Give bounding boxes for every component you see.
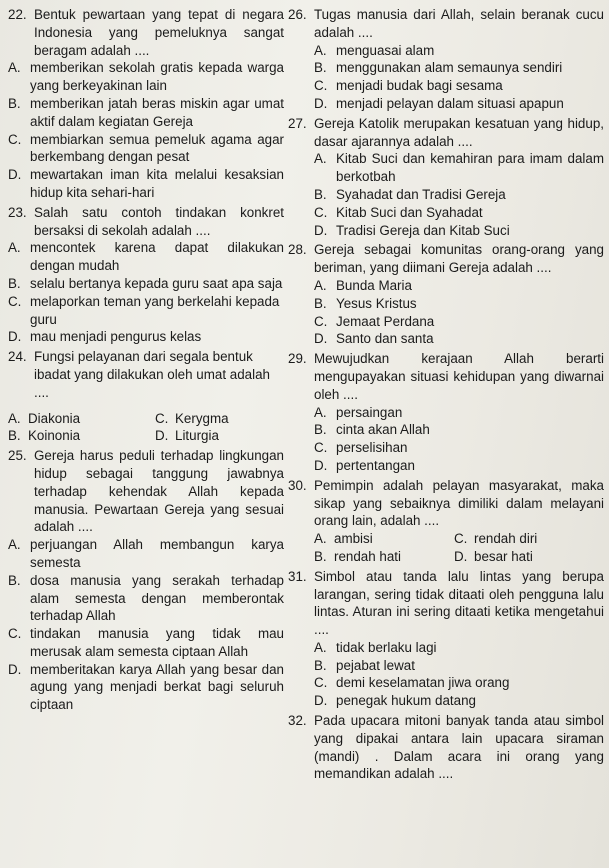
option-letter: C. — [155, 410, 169, 426]
question-31 — [288, 568, 604, 710]
option-text: menjadi pelayan dalam situasi apapun — [336, 95, 564, 111]
option-text: Syahadat dan Tradisi Gereja — [336, 186, 506, 202]
option-letter: B. — [314, 60, 327, 76]
option-text: melaporkan teman yang berkelahi kepada guru — [30, 293, 280, 327]
option-text: besar hati — [474, 548, 533, 564]
option-text: Koinonia — [28, 428, 81, 444]
option-text: menggunakan alam semaunya sendiri — [336, 60, 563, 76]
option-text: Yesus Kristus — [336, 295, 417, 311]
option-letter: B. — [314, 422, 327, 438]
option-letter: C. — [314, 78, 328, 94]
option-letter: C. — [8, 293, 22, 309]
option-text: mencontek karena dapat dilakukan dengan mudah — [30, 240, 284, 274]
option-letter: A. — [8, 410, 21, 426]
option-text: dosa manusia yang serakah terhadap alam semesta dengan memberontak terhadap Allah — [30, 572, 284, 624]
option-text: tindakan manusia yang tidak mau merusak alam semesta ciptaan Allah — [30, 626, 284, 659]
option-letter: A. — [314, 531, 327, 547]
question-30 — [288, 477, 604, 566]
question-number: 24. — [8, 349, 27, 365]
option-letter: A. — [314, 639, 327, 655]
option-letter: C. — [314, 675, 328, 691]
question-28 — [288, 241, 604, 348]
option-text: perselisihan — [336, 440, 408, 456]
question-number: 26. — [288, 7, 307, 22]
option-letter: C. — [454, 531, 468, 547]
option-text: Kitab Suci dan kemahiran para imam dalam berkotbah — [336, 151, 604, 185]
question-stem: Tugas manusia dari Allah, selain beranak cucu adalah .... — [314, 7, 604, 40]
question-stem: Salah satu contoh tindakan konkret bersaksi di sekolah adalah .... — [34, 204, 284, 238]
question-number: 25. — [8, 448, 27, 464]
option-letter: A. — [314, 42, 327, 58]
option-letter: A. — [314, 277, 327, 293]
option-letter: D. — [314, 457, 328, 473]
option-text: Diakonia — [28, 410, 81, 426]
option-letter: A. — [314, 151, 327, 167]
option-text: penegak hukum datang — [336, 693, 476, 709]
option-text: perjuangan Allah membangun karya semesta — [30, 537, 284, 570]
option-letter: B. — [8, 95, 21, 111]
question-stem: Mewujudkan kerajaan Allah berarti mengupayakan situasi kehidupan yang diwarnai oleh .... — [314, 351, 604, 402]
option-text: menguasai alam — [336, 42, 435, 58]
option-letter: D. — [314, 693, 328, 709]
question-stem: Gereja Katolik merupakan kesatuan yang hidup, dasar ajarannya adalah .... — [314, 115, 604, 149]
option-letter: D. — [8, 329, 22, 345]
option-letter: C. — [8, 626, 22, 642]
question-number: 31. — [288, 568, 307, 584]
option-text: rendah hati — [334, 548, 402, 564]
option-text: ambisi — [334, 531, 373, 547]
question-stem: Pemimpin adalah pelayan masyarakat, maka sikap yang sebaiknya dimiliki dalam melayani orang lain, adalah .... — [314, 477, 604, 529]
option-letter: D. — [314, 331, 328, 347]
option-text: Tradisi Gereja dan Kitab Suci — [336, 222, 510, 238]
question-32 — [288, 712, 604, 783]
option-letter: B. — [8, 275, 21, 291]
option-letter: D. — [155, 428, 169, 444]
option-text: membiarkan semua pemeluk agama agar berkembang dengan pesat — [30, 131, 284, 165]
option-letter: B. — [314, 295, 327, 311]
option-letter: C. — [8, 131, 22, 147]
right-column — [288, 6, 604, 783]
option-text: mau menjadi pengurus kelas — [30, 329, 202, 345]
option-letter: D. — [8, 167, 22, 183]
option-letter: A. — [8, 240, 21, 256]
option-text: selalu bertanya kepada guru saat apa saja — [30, 275, 283, 291]
option-text: pejabat lewat — [336, 657, 415, 673]
option-letter: D. — [314, 95, 328, 111]
option-text: rendah diri — [474, 531, 538, 547]
question-stem: Fungsi pelayanan dari segala bentuk ibadat yang dilakukan oleh umat adalah .... — [34, 349, 270, 400]
question-number: 28. — [288, 242, 307, 258]
question-27 — [288, 115, 604, 240]
question-number: 22. — [8, 7, 27, 22]
question-stem: Gereja sebagai komunitas orang-orang yang beriman, yang diimani Gereja adalah .... — [314, 242, 604, 276]
question-25 — [8, 447, 284, 714]
option-letter: D. — [8, 661, 22, 677]
question-stem: Simbol atau tanda lalu lintas yang berupa larangan, sering tidak ditaati oleh pengguna lalu lintas. Aturan ini sering ditaati ketika mengetahui .... — [314, 568, 604, 638]
option-letter: B. — [8, 572, 21, 588]
question-29 — [288, 350, 604, 475]
question-number: 23. — [8, 204, 27, 220]
option-text: Liturgia — [175, 428, 219, 444]
option-text: demi keselamatan jiwa orang — [336, 675, 510, 691]
left-column — [8, 6, 284, 714]
question-stem: Pada upacara mitoni banyak tanda atau simbol yang dipakai antara lain upacara siraman (mandi) . Dalam acara ini orang yang memandikan adalah .... — [314, 713, 604, 782]
option-letter: A. — [314, 404, 327, 420]
question-23 — [8, 204, 284, 346]
option-letter: C. — [314, 204, 328, 220]
question-stem: Bentuk pewartaan yang tepat di negara Indonesia yang pemeluknya sangat beragam adalah .... — [34, 7, 284, 58]
option-text: memberikan sekolah gratis kepada warga yang berkeyakinan lain — [30, 60, 284, 94]
option-text: cinta akan Allah — [336, 422, 430, 438]
option-text: tidak berlaku lagi — [336, 639, 437, 655]
option-text: Bunda Maria — [336, 277, 412, 293]
option-letter: B. — [314, 548, 327, 564]
question-22 — [8, 6, 284, 202]
question-number: 29. — [288, 351, 307, 367]
option-letter: B. — [314, 657, 327, 673]
option-text: Santo dan santa — [336, 331, 434, 347]
option-letter: B. — [8, 428, 21, 444]
option-text: Kerygma — [175, 410, 229, 426]
option-text: memberikan jatah beras miskin agar umat aktif dalam kegiatan Gereja — [30, 95, 284, 129]
option-letter: C. — [314, 440, 328, 456]
question-number: 30. — [288, 477, 307, 493]
question-26 — [288, 6, 604, 113]
option-text: mewartakan iman kita melalui kesaksian hidup kita sehari-hari — [30, 167, 284, 200]
question-number: 32. — [288, 713, 307, 729]
option-text: menjadi budak bagi sesama — [336, 78, 503, 94]
question-number: 27. — [288, 115, 307, 131]
question-stem: Gereja harus peduli terhadap lingkungan hidup sebagai tanggung jawabnya terhadap kehendak Allah kepada manusia. Pewartaan Gereja yang sesuai adalah .... — [34, 448, 284, 535]
option-letter: A. — [8, 537, 21, 553]
option-text: Jemaat Perdana — [336, 313, 435, 329]
option-text: memberitakan karya Allah yang besar dan agung yang menjadi berkat bagi seluruh ciptaan — [30, 661, 284, 713]
option-letter: B. — [314, 186, 327, 202]
option-letter: D. — [454, 548, 468, 564]
option-text: pertentangan — [336, 457, 415, 473]
question-24 — [8, 348, 284, 445]
option-text: persaingan — [336, 404, 403, 420]
option-letter: C. — [314, 313, 328, 329]
option-text: Kitab Suci dan Syahadat — [336, 204, 483, 220]
option-letter: A. — [8, 60, 21, 76]
option-letter: D. — [314, 222, 328, 238]
